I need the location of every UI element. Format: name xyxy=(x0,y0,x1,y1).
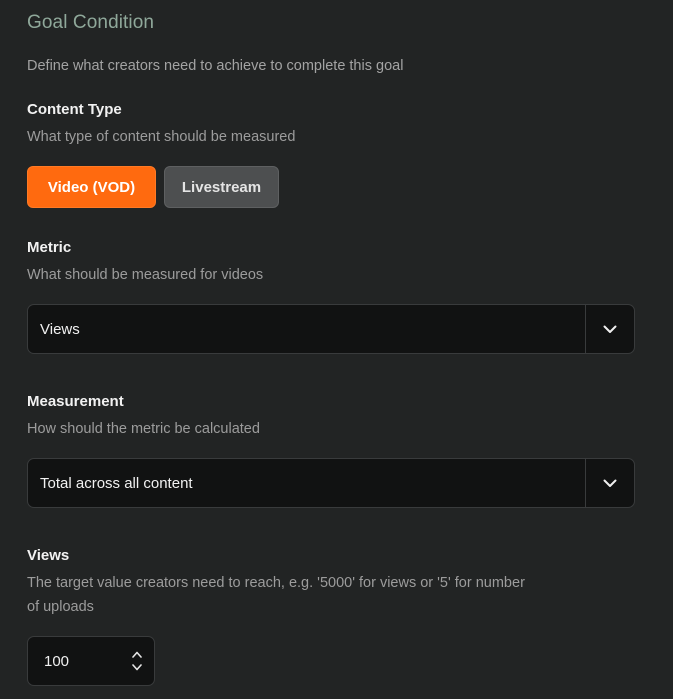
measurement-select[interactable] xyxy=(27,458,635,508)
chevron-down-icon[interactable] xyxy=(132,664,142,671)
metric-select-value: Views xyxy=(40,320,80,338)
number-stepper xyxy=(124,637,150,685)
chevron-down-icon[interactable] xyxy=(586,459,634,507)
content-type-label: Content Type xyxy=(27,101,122,118)
measurement-label: Measurement xyxy=(27,393,124,410)
metric-select[interactable] xyxy=(27,304,635,354)
metric-help: What should be measured for videos xyxy=(27,267,264,283)
section-description: Define what creators need to achieve to complete this goal xyxy=(27,58,404,74)
target-number-value[interactable]: 100 xyxy=(44,652,70,670)
video-vod-button[interactable]: Video (VOD) xyxy=(27,166,156,208)
target-number-input[interactable] xyxy=(27,636,155,686)
metric-label: Metric xyxy=(27,239,72,256)
chevron-down-icon[interactable] xyxy=(586,305,634,353)
target-help-line1: The target value creators need to reach, e.g. '5000' for views or '5' for number xyxy=(27,575,525,591)
content-type-help: What type of content should be measured xyxy=(27,129,296,145)
section-title: Goal Condition xyxy=(27,12,155,33)
chevron-up-icon[interactable] xyxy=(132,651,142,658)
measurement-select-value: Total across all content xyxy=(40,474,193,492)
target-help-line2: of uploads xyxy=(27,599,94,615)
livestream-button[interactable]: Livestream xyxy=(164,166,279,208)
measurement-help: How should the metric be calculated xyxy=(27,421,260,437)
target-label: Views xyxy=(27,547,70,564)
